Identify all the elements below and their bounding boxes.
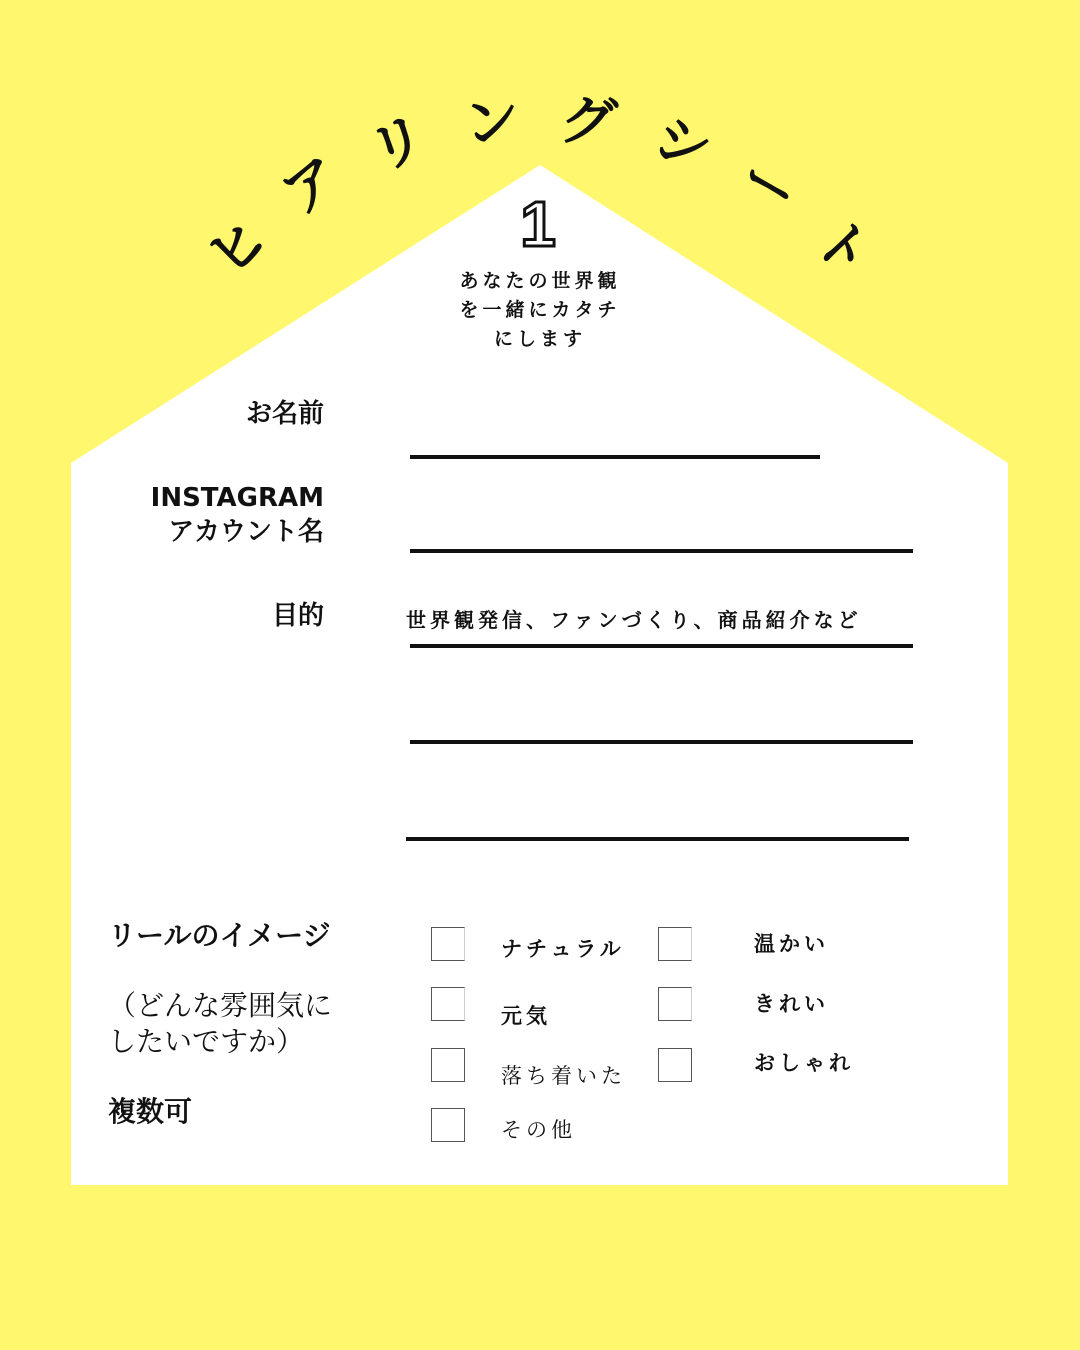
option-label-genki: 元気 bbox=[501, 1004, 551, 1028]
purpose-label: 目的 bbox=[271, 601, 324, 631]
checkbox-natural[interactable] bbox=[431, 927, 465, 961]
option-label-warm: 温かい bbox=[754, 932, 829, 956]
purpose-input-line-1[interactable] bbox=[410, 644, 913, 648]
checkbox-other[interactable] bbox=[431, 1108, 465, 1142]
instagram-label-line2: アカウント名 bbox=[168, 516, 324, 547]
title-char: ン bbox=[460, 86, 524, 158]
subtitle-line-1: あなたの世界観 bbox=[459, 270, 621, 292]
purpose-hint: 世界観発信、ファンづくり、商品紹介など bbox=[406, 608, 862, 632]
checkbox-pretty[interactable] bbox=[658, 987, 692, 1021]
checkbox-calm[interactable] bbox=[431, 1048, 465, 1082]
option-label-stylish: おしゃれ bbox=[754, 1051, 854, 1075]
title-char: ヒ bbox=[194, 205, 281, 291]
title-char: ト bbox=[799, 205, 886, 291]
subtitle-line-3: にします bbox=[493, 328, 586, 350]
reel-question-line1: （どんな雰囲気に bbox=[108, 989, 333, 1022]
option-label-calm: 落ち着いた bbox=[501, 1064, 626, 1088]
option-label-pretty: きれい bbox=[754, 992, 829, 1016]
instagram-input-line[interactable] bbox=[410, 549, 913, 553]
checkbox-warm[interactable] bbox=[658, 927, 692, 961]
name-label: お名前 bbox=[245, 399, 324, 429]
step-number: 1 bbox=[520, 188, 556, 260]
reel-question-line2: したいですか） bbox=[108, 1025, 305, 1058]
title-char: グ bbox=[556, 86, 620, 158]
reel-multiple-note: 複数可 bbox=[108, 1095, 193, 1128]
instagram-label bbox=[151, 482, 324, 550]
checkbox-stylish[interactable] bbox=[658, 1048, 692, 1082]
option-label-natural: ナチュラル bbox=[501, 937, 625, 961]
purpose-input-line-3[interactable] bbox=[406, 837, 909, 841]
title-char: ー bbox=[726, 144, 810, 230]
option-label-other: その他 bbox=[501, 1118, 576, 1142]
title-char: シ bbox=[644, 104, 720, 185]
instagram-label-line1: INSTAGRAM bbox=[150, 483, 324, 513]
subtitle-line-2: を一緒にカタチ bbox=[459, 299, 621, 321]
title-char: リ bbox=[360, 104, 436, 185]
name-input-line[interactable] bbox=[410, 455, 820, 459]
reel-label: リールのイメージ bbox=[108, 919, 331, 952]
title-char: ア bbox=[270, 144, 354, 230]
purpose-input-line-2[interactable] bbox=[410, 740, 913, 744]
checkbox-genki[interactable] bbox=[431, 987, 465, 1021]
